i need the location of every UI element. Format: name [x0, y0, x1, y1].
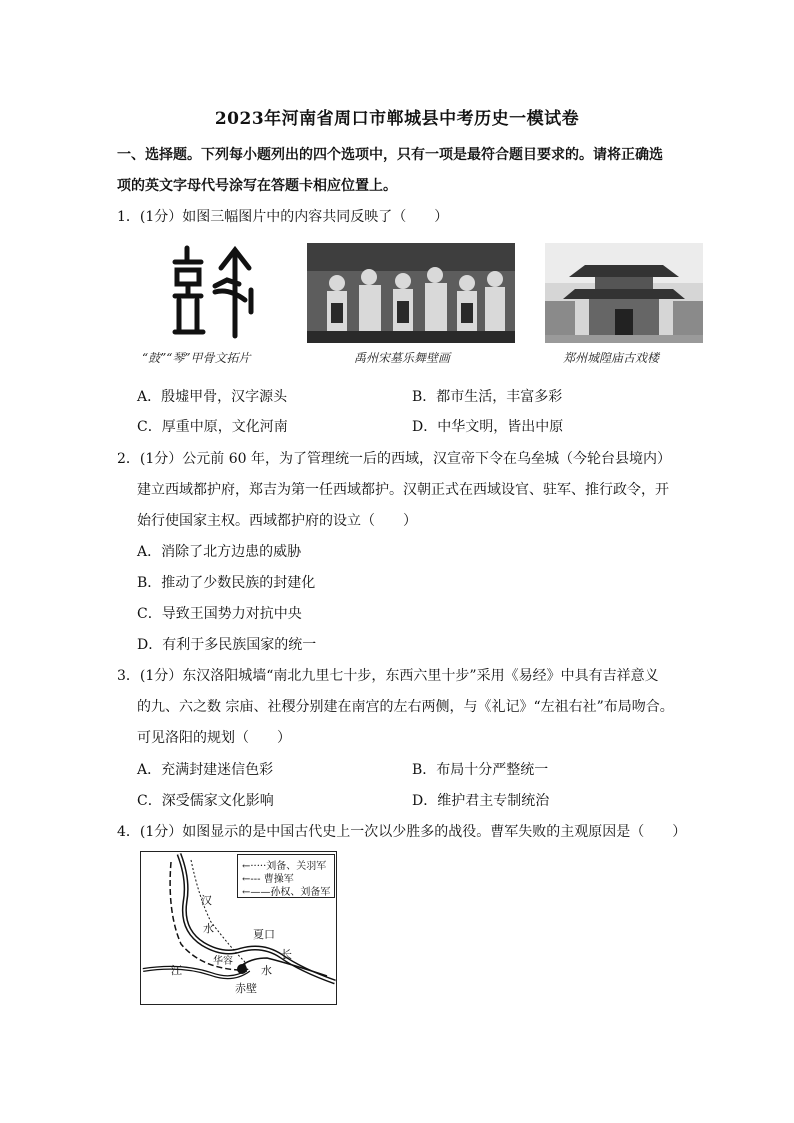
map-label-han: 汉 — [201, 894, 212, 907]
q1-caption-oracle: “鼓”“琴”甲骨文拓片 — [142, 351, 251, 365]
q3-option-d[interactable]: D．维护君主专制统治 — [412, 793, 550, 809]
q2-stem-line2: 建立西域都护府，郑吉为第一任西域都护。汉朝正式在西域设官、驻军、推行政令，开 — [137, 482, 669, 498]
section-instructions-line2: 项的英文字母代号涂写在答题卡相应位置上。 — [117, 178, 397, 194]
map-legend — [237, 854, 335, 898]
q1-option-a[interactable]: A．殷墟甲骨，汉字源头 — [137, 389, 288, 405]
section-instructions-line1: 一、选择题。下列每小题列出的四个选项中，只有一项是最符合题目要求的。请将正确选 — [117, 147, 663, 163]
q2-stem-line3: 始行使国家主权。西域都护府的设立（ ） — [137, 513, 417, 529]
q4-stem: 4．(1分）如图显示的是中国古代史上一次以少胜多的战役。曹军失败的主观原因是（ ） — [117, 824, 687, 840]
q1-option-b[interactable]: B．都市生活，丰富多彩 — [412, 389, 563, 405]
map-label-chang: 长 — [281, 948, 292, 961]
q1-option-d[interactable]: D．中华文明，皆出中原 — [412, 419, 564, 435]
exam-title: 2023年河南省周口市郸城县中考历史一模试卷 — [214, 109, 580, 129]
q3-option-c[interactable]: C．深受儒家文化影响 — [137, 793, 274, 809]
map-label-chibi: 赤壁 — [235, 982, 257, 995]
q3-stem-line3: 可见洛阳的规划（ ） — [137, 730, 291, 746]
map-label-xiakou: 夏口 — [253, 928, 275, 941]
legend-liu-guan-arrow-icon: ←····· — [242, 861, 267, 872]
q2-option-b[interactable]: B．推动了少数民族的封建化 — [137, 575, 316, 591]
oracle-bone-image — [165, 240, 270, 340]
q3-stem-line1: 3．(1分）东汉洛阳城墙“南北九里七十步，东西六里十步”采用《易经》中具有吉祥意义 — [117, 668, 659, 684]
q3-option-b[interactable]: B．布局十分严整统一 — [412, 762, 549, 778]
q1-caption-tower: 郑州城隍庙古戏楼 — [563, 351, 660, 365]
q1-option-c[interactable]: C．厚重中原，文化河南 — [137, 419, 288, 435]
q2-option-d[interactable]: D．有利于多民族国家的统一 — [137, 637, 317, 653]
q1-caption-mural: 禹州宋墓乐舞壁画 — [354, 351, 451, 365]
legend-liu-guan: ←·····刘备、关羽军 — [242, 861, 327, 872]
q3-option-a[interactable]: A．充满封建迷信色彩 — [137, 762, 274, 778]
q1-stem: 1．(1分）如图三幅图片中的内容共同反映了（ ） — [117, 209, 449, 225]
q2-option-a[interactable]: A．消除了北方边患的威胁 — [137, 544, 302, 560]
battle-map — [140, 851, 337, 1005]
legend-sun-liu: ←——孙权、刘备军 — [242, 887, 331, 898]
map-label-huarong: 华容 — [213, 956, 233, 967]
map-label-jiang: 江 — [171, 964, 182, 977]
q2-stem-line1: 2．(1分）公元前 60 年，为了管理统一后的西域，汉宣帝下令在乌垒城（今轮台县境内） — [117, 451, 671, 467]
legend-sun-liu-arrow-icon: ←—— — [242, 887, 271, 898]
section-instructions — [117, 140, 687, 202]
map-label-shui2: 水 — [261, 964, 272, 977]
mural-image — [307, 243, 515, 343]
q2-option-c[interactable]: C．导致王国势力对抗中央 — [137, 606, 302, 622]
opera-tower-image — [545, 243, 703, 343]
legend-cao: ←--- 曹操军 — [242, 874, 294, 885]
q3-stem-line2: 的九、六之数 宗庙、社稷分别建在南宫的左右两侧，与《礼记》“左祖右社”布局吻合。 — [137, 699, 674, 715]
map-label-shui1: 水 — [203, 922, 214, 935]
legend-cao-arrow-icon: ←--- — [242, 874, 264, 885]
